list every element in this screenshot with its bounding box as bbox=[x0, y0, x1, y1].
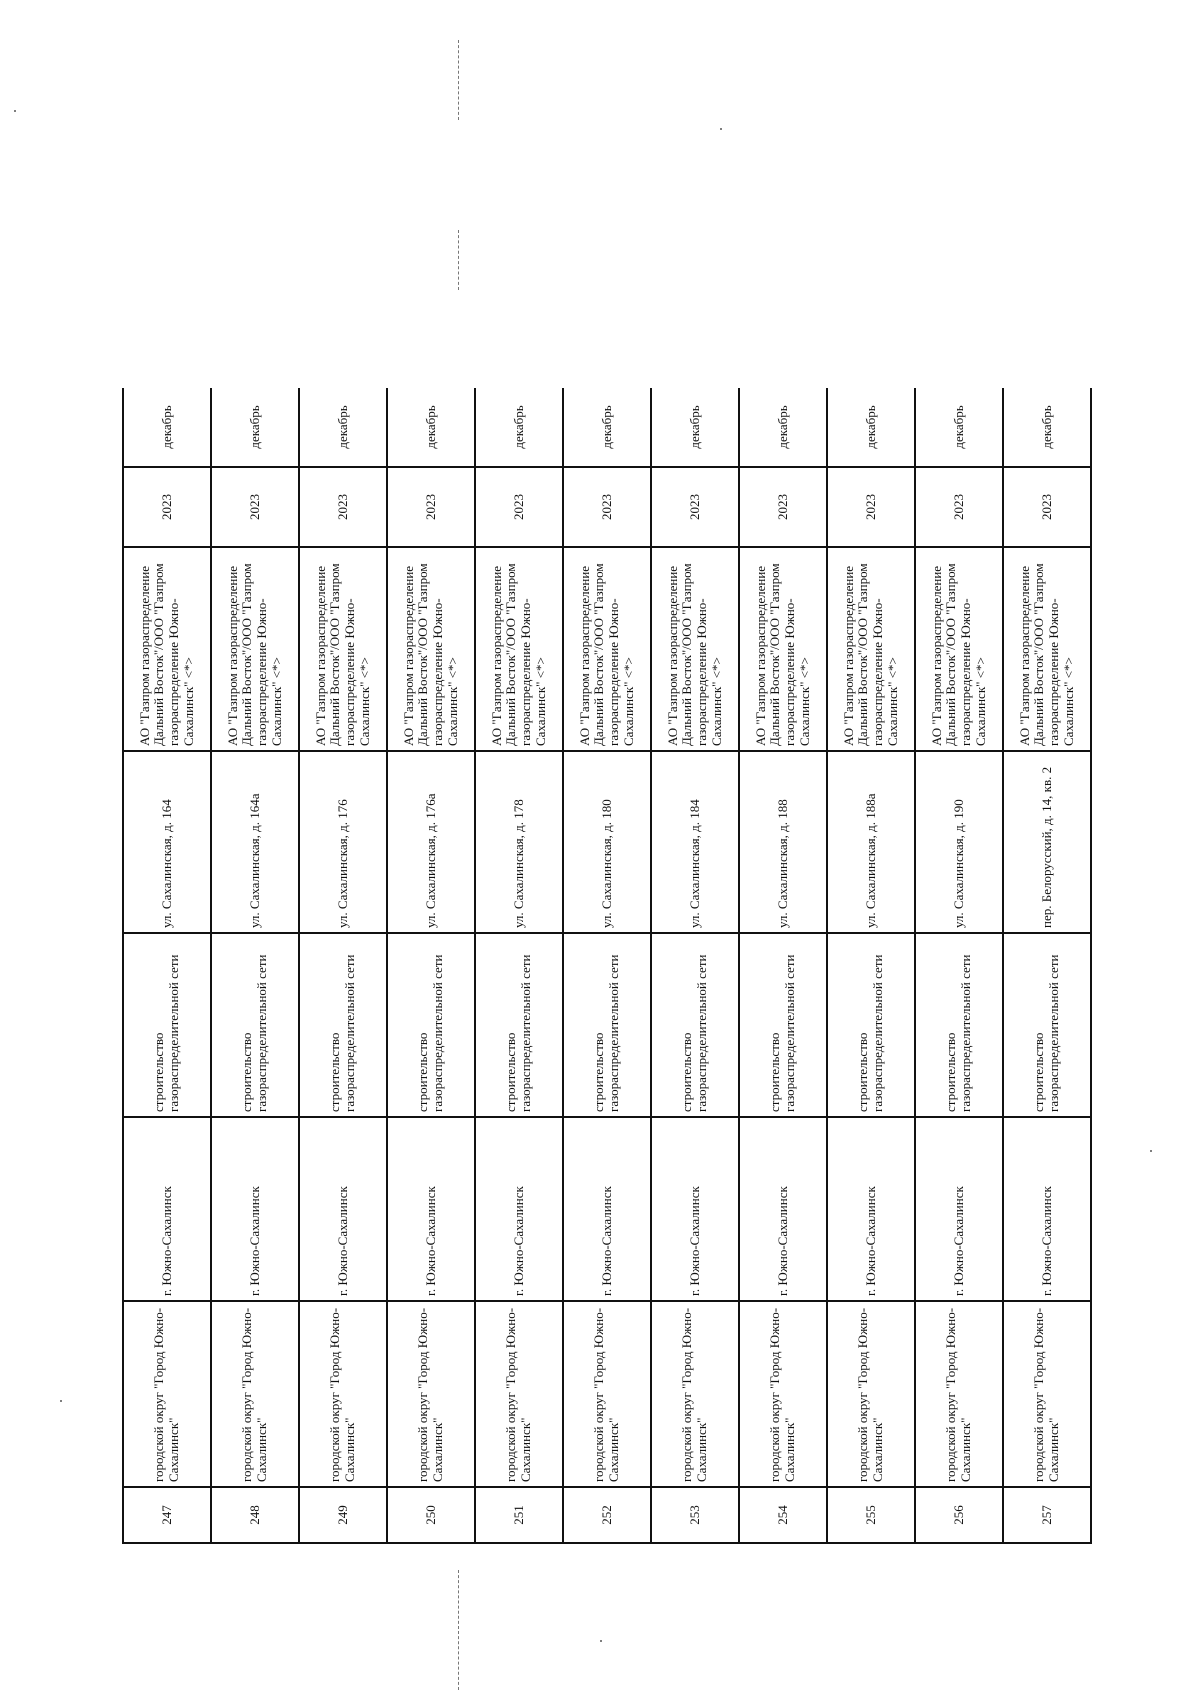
address-cell: ул. Сахалинская, д. 178 bbox=[475, 751, 563, 933]
municipality-cell: городской округ "Город Южно-Сахалинск" bbox=[1003, 1301, 1091, 1487]
work-type-cell: строительство газораспределительной сети bbox=[1003, 933, 1091, 1117]
locality-cell: г. Южно-Сахалинск bbox=[739, 1117, 827, 1301]
locality-cell: г. Южно-Сахалинск bbox=[123, 1117, 211, 1301]
year-cell: 2023 bbox=[1003, 467, 1091, 547]
month-cell: декабрь bbox=[299, 388, 387, 467]
locality-cell: г. Южно-Сахалинск bbox=[475, 1117, 563, 1301]
year-cell: 2023 bbox=[387, 467, 475, 547]
work-type-cell: строительство газораспределительной сети bbox=[915, 933, 1003, 1117]
scan-artifact-dot bbox=[14, 110, 16, 112]
address-cell: ул. Сахалинская, д. 164а bbox=[211, 751, 299, 933]
month-cell: декабрь bbox=[827, 388, 915, 467]
month-cell: декабрь bbox=[563, 388, 651, 467]
scan-artifact-dot bbox=[600, 1640, 602, 1642]
distributor-cell: АО "Газпром газораспределение Дальний Восток"/ООО "Газпром газораспределение Южно-Сахалинск" <*> bbox=[915, 547, 1003, 751]
address-cell: ул. Сахалинская, д. 184 bbox=[651, 751, 739, 933]
address-cell: ул. Сахалинская, д. 176а bbox=[387, 751, 475, 933]
address-cell: ул. Сахалинская, д. 188а bbox=[827, 751, 915, 933]
year-cell: 2023 bbox=[915, 467, 1003, 547]
municipality-cell: городской округ "Город Южно-Сахалинск" bbox=[299, 1301, 387, 1487]
row-number: 249 bbox=[299, 1487, 387, 1543]
work-type-cell: строительство газораспределительной сети bbox=[123, 933, 211, 1117]
locality-cell: г. Южно-Сахалинск bbox=[299, 1117, 387, 1301]
table-row bbox=[387, 388, 475, 1543]
year-cell: 2023 bbox=[827, 467, 915, 547]
month-cell: декабрь bbox=[475, 388, 563, 467]
distributor-cell: АО "Газпром газораспределение Дальний Восток"/ООО "Газпром газораспределение Южно-Сахалинск" <*> bbox=[299, 547, 387, 751]
row-number: 248 bbox=[211, 1487, 299, 1543]
table-row bbox=[299, 388, 387, 1543]
table-body bbox=[123, 388, 1091, 1543]
municipality-cell: городской округ "Город Южно-Сахалинск" bbox=[563, 1301, 651, 1487]
municipality-cell: городской округ "Город Южно-Сахалинск" bbox=[739, 1301, 827, 1487]
rotated-table-container bbox=[122, 388, 1092, 1544]
address-cell: ул. Сахалинская, д. 164 bbox=[123, 751, 211, 933]
work-type-cell: строительство газораспределительной сети bbox=[211, 933, 299, 1117]
table-row bbox=[123, 388, 211, 1543]
scan-artifact-line bbox=[458, 230, 460, 290]
table-row bbox=[211, 388, 299, 1543]
row-number: 252 bbox=[563, 1487, 651, 1543]
scan-artifact-line bbox=[458, 40, 460, 120]
locality-cell: г. Южно-Сахалинск bbox=[563, 1117, 651, 1301]
month-cell: декабрь bbox=[387, 388, 475, 467]
year-cell: 2023 bbox=[299, 467, 387, 547]
address-cell: пер. Белорусский, д. 14, кв. 2 bbox=[1003, 751, 1091, 933]
row-number: 254 bbox=[739, 1487, 827, 1543]
work-type-cell: строительство газораспределительной сети bbox=[827, 933, 915, 1117]
year-cell: 2023 bbox=[651, 467, 739, 547]
month-cell: декабрь bbox=[739, 388, 827, 467]
table-row bbox=[475, 388, 563, 1543]
table-row bbox=[563, 388, 651, 1543]
year-cell: 2023 bbox=[739, 467, 827, 547]
table-row bbox=[1003, 388, 1091, 1543]
distributor-cell: АО "Газпром газораспределение Дальний Восток"/ООО "Газпром газораспределение Южно-Сахалинск" <*> bbox=[123, 547, 211, 751]
row-number: 257 bbox=[1003, 1487, 1091, 1543]
locality-cell: г. Южно-Сахалинск bbox=[651, 1117, 739, 1301]
work-type-cell: строительство газораспределительной сети bbox=[651, 933, 739, 1117]
work-type-cell: строительство газораспределительной сети bbox=[739, 933, 827, 1117]
table-row bbox=[739, 388, 827, 1543]
year-cell: 2023 bbox=[123, 467, 211, 547]
row-number: 253 bbox=[651, 1487, 739, 1543]
distributor-cell: АО "Газпром газораспределение Дальний Восток"/ООО "Газпром газораспределение Южно-Сахалинск" <*> bbox=[1003, 547, 1091, 751]
row-number: 251 bbox=[475, 1487, 563, 1543]
row-number: 256 bbox=[915, 1487, 1003, 1543]
municipality-cell: городской округ "Город Южно-Сахалинск" bbox=[827, 1301, 915, 1487]
table-row bbox=[651, 388, 739, 1543]
gasification-table bbox=[122, 388, 1092, 1544]
address-cell: ул. Сахалинская, д. 188 bbox=[739, 751, 827, 933]
scan-artifact-line bbox=[458, 1570, 460, 1690]
locality-cell: г. Южно-Сахалинск bbox=[211, 1117, 299, 1301]
scan-artifact-dot bbox=[60, 1400, 62, 1402]
address-cell: ул. Сахалинская, д. 190 bbox=[915, 751, 1003, 933]
year-cell: 2023 bbox=[475, 467, 563, 547]
distributor-cell: АО "Газпром газораспределение Дальний Восток"/ООО "Газпром газораспределение Южно-Сахалинск" <*> bbox=[387, 547, 475, 751]
table-row bbox=[915, 388, 1003, 1543]
distributor-cell: АО "Газпром газораспределение Дальний Восток"/ООО "Газпром газораспределение Южно-Сахалинск" <*> bbox=[563, 547, 651, 751]
address-cell: ул. Сахалинская, д. 180 bbox=[563, 751, 651, 933]
work-type-cell: строительство газораспределительной сети bbox=[299, 933, 387, 1117]
address-cell: ул. Сахалинская, д. 176 bbox=[299, 751, 387, 933]
row-number: 247 bbox=[123, 1487, 211, 1543]
document-page bbox=[122, 388, 1092, 1544]
row-number: 250 bbox=[387, 1487, 475, 1543]
locality-cell: г. Южно-Сахалинск bbox=[1003, 1117, 1091, 1301]
municipality-cell: городской округ "Город Южно-Сахалинск" bbox=[387, 1301, 475, 1487]
municipality-cell: городской округ "Город Южно-Сахалинск" bbox=[475, 1301, 563, 1487]
work-type-cell: строительство газораспределительной сети bbox=[563, 933, 651, 1117]
distributor-cell: АО "Газпром газораспределение Дальний Восток"/ООО "Газпром газораспределение Южно-Сахалинск" <*> bbox=[651, 547, 739, 751]
year-cell: 2023 bbox=[563, 467, 651, 547]
scan-artifact-dot bbox=[720, 128, 722, 130]
scan-artifact-dot bbox=[1150, 1150, 1152, 1152]
work-type-cell: строительство газораспределительной сети bbox=[475, 933, 563, 1117]
distributor-cell: АО "Газпром газораспределение Дальний Восток"/ООО "Газпром газораспределение Южно-Сахалинск" <*> bbox=[739, 547, 827, 751]
locality-cell: г. Южно-Сахалинск bbox=[915, 1117, 1003, 1301]
municipality-cell: городской округ "Город Южно-Сахалинск" bbox=[211, 1301, 299, 1487]
locality-cell: г. Южно-Сахалинск bbox=[387, 1117, 475, 1301]
municipality-cell: городской округ "Город Южно-Сахалинск" bbox=[123, 1301, 211, 1487]
table-row bbox=[827, 388, 915, 1543]
municipality-cell: городской округ "Город Южно-Сахалинск" bbox=[651, 1301, 739, 1487]
distributor-cell: АО "Газпром газораспределение Дальний Восток"/ООО "Газпром газораспределение Южно-Сахалинск" <*> bbox=[211, 547, 299, 751]
row-number: 255 bbox=[827, 1487, 915, 1543]
locality-cell: г. Южно-Сахалинск bbox=[827, 1117, 915, 1301]
distributor-cell: АО "Газпром газораспределение Дальний Восток"/ООО "Газпром газораспределение Южно-Сахалинск" <*> bbox=[827, 547, 915, 751]
month-cell: декабрь bbox=[123, 388, 211, 467]
month-cell: декабрь bbox=[1003, 388, 1091, 467]
municipality-cell: городской округ "Город Южно-Сахалинск" bbox=[915, 1301, 1003, 1487]
month-cell: декабрь bbox=[915, 388, 1003, 467]
month-cell: декабрь bbox=[651, 388, 739, 467]
month-cell: декабрь bbox=[211, 388, 299, 467]
distributor-cell: АО "Газпром газораспределение Дальний Восток"/ООО "Газпром газораспределение Южно-Сахалинск" <*> bbox=[475, 547, 563, 751]
work-type-cell: строительство газораспределительной сети bbox=[387, 933, 475, 1117]
year-cell: 2023 bbox=[211, 467, 299, 547]
